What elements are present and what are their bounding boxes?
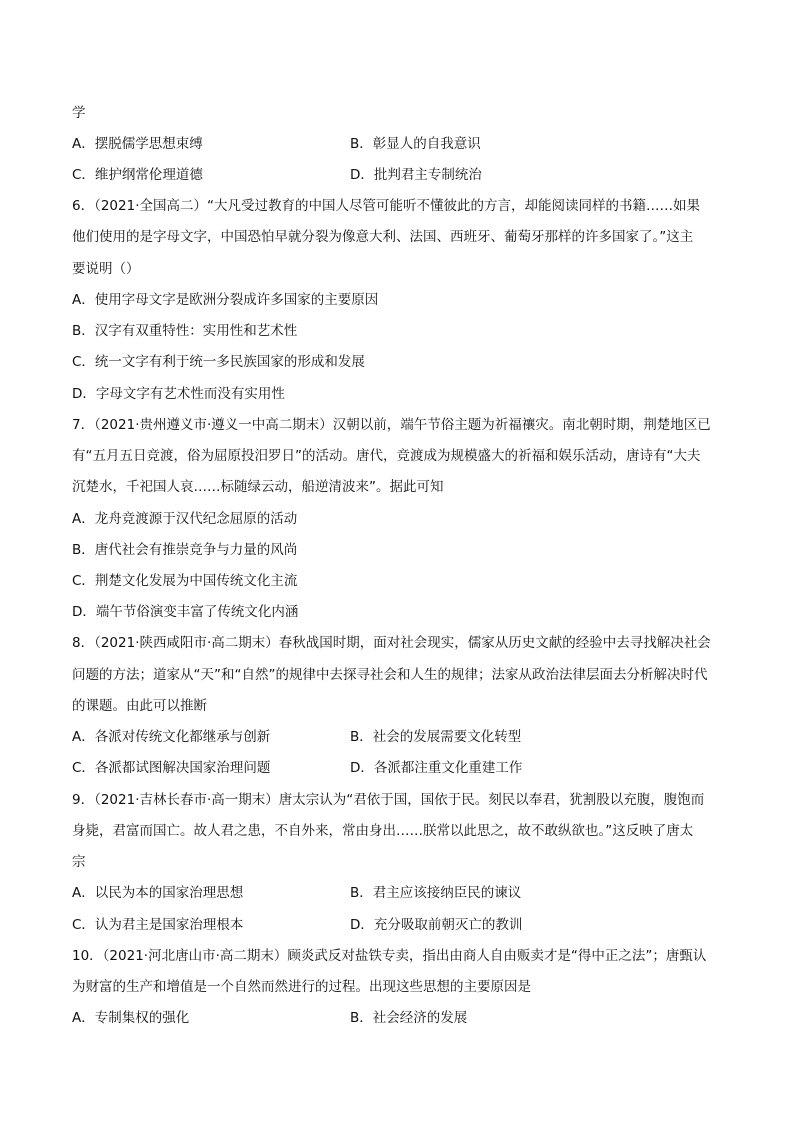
- q8-stem-line3: 的课题。由此可以推断: [72, 698, 207, 714]
- q5-option-c: C．维护纲常伦理道德: [72, 167, 203, 183]
- q6-stem-line3: 要说明（）: [72, 261, 140, 277]
- q7-option-b: B．唐代社会有推崇竞争与力量的风尚: [72, 542, 298, 558]
- q9-stem-line3: 宗: [72, 854, 86, 870]
- q7-stem-line1: 7．（2021·贵州遵义市·遵义一中高二期末）汉朝以前，端午节俗主题为祈福禳灾。南北朝时期，荆楚地区已: [72, 417, 711, 433]
- q8-option-a: A．各派对传统文化都继承与创新: [72, 729, 271, 745]
- q7-option-d: D．端午节俗演变丰富了传统文化内涵: [72, 604, 299, 620]
- q7-option-a: A．龙舟竞渡源于汉代纪念屈原的活动: [72, 511, 298, 527]
- q8-option-b: B．社会的发展需要文化转型: [350, 729, 522, 745]
- q6-option-b: B．汉字有双重特性：实用性和艺术性: [72, 323, 298, 339]
- q6-option-a: A．使用字母文字是欧洲分裂成许多国家的主要原因: [72, 292, 379, 308]
- q8-stem-line1: 8．（2021·陕西咸阳市·高二期末）春秋战国时期，面对社会现实，儒家从历史文献的经验中去寻找解决社会: [72, 635, 711, 651]
- q9-option-a: A．以民为本的国家治理思想: [72, 885, 244, 901]
- q9-stem-line2: 身毙，君富而国亡。故人君之患，不自外来，常由身出……朕常以此思之，故不敢纵欲也。”这反映了唐太: [72, 823, 694, 839]
- q9-stem-line1: 9．（2021·吉林长春市·高一期末）唐太宗认为“君依于国，国依于民。刻民以奉君，犹割股以充腹，腹饱而: [72, 792, 705, 808]
- q6-option-d: D．字母文字有艺术性而没有实用性: [72, 386, 285, 402]
- q10-option-a: A．专制集权的强化: [72, 1010, 190, 1026]
- q5-option-a: A．摆脱儒学思想束缚: [72, 136, 203, 152]
- q6-stem-line1: 6．（2021·全国高二）“大凡受过教育的中国人尽管可能听不懂彼此的方言，却能阅读同样的书籍……如果: [72, 198, 700, 214]
- q8-option-c: C．各派都试图解决国家治理问题: [72, 760, 271, 776]
- q9-option-c: C．认为君主是国家治理根本: [72, 917, 244, 933]
- q8-stem-line2: 问题的方法；道家从“天”和“自然”的规律中去探寻社会和人生的规律；法家从政治法律层面去分析解决时代: [72, 667, 708, 683]
- q7-option-c: C．荆楚文化发展为中国传统文化主流: [72, 573, 298, 589]
- q7-stem-line3: 沉楚水，千祀国人哀……标随绿云动，船逆清波来”。据此可知: [72, 479, 444, 495]
- q7-stem-line2: 有“五月五日竞渡，俗为屈原投汨罗日”的活动。唐代，竞渡成为规模盛大的祈福和娱乐活动，唐诗有“大夫: [72, 448, 701, 464]
- q5-option-d: D．批判君主专制统治: [350, 167, 482, 183]
- q5-stem-tail: 学: [72, 105, 86, 121]
- q8-option-d: D．各派都注重文化重建工作: [350, 760, 523, 776]
- q10-stem-line1: 10．（2021·河北唐山市·高二期末）顾炎武反对盐铁专卖，指出由商人自由贩卖才是“得中正之法”；唐甄认: [72, 948, 707, 964]
- q10-option-b: B．社会经济的发展: [350, 1010, 468, 1026]
- q10-stem-line2: 为财富的生产和增值是一个自然而然进行的过程。出现这些思想的主要原因是: [72, 979, 531, 995]
- q6-stem-line2: 他们使用的是字母文字，中国恐怕早就分裂为像意大利、法国、西班牙、葡萄牙那样的许多国家了。”这主: [72, 229, 694, 245]
- q5-option-b: B．彰显人的自我意识: [350, 136, 481, 152]
- q9-option-d: D．充分吸取前朝灭亡的教训: [350, 917, 523, 933]
- q6-option-c: C．统一文字有利于统一多民族国家的形成和发展: [72, 354, 365, 370]
- q9-option-b: B．君主应该接纳臣民的谏议: [350, 885, 522, 901]
